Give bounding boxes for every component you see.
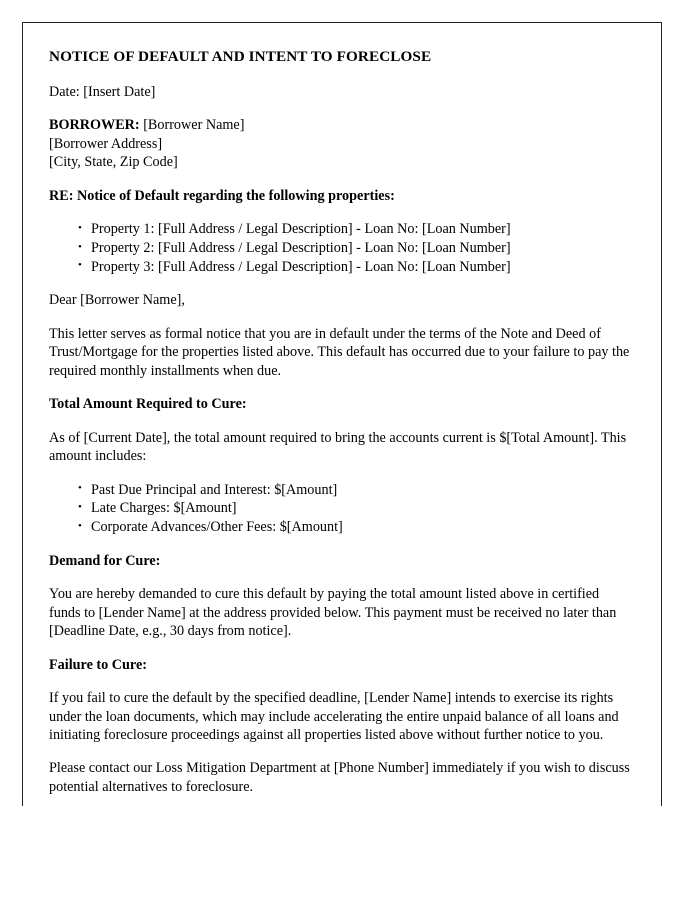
page-title: NOTICE OF DEFAULT AND INTENT TO FORECLOSE <box>49 48 432 65</box>
amount-breakdown-list <box>49 481 631 537</box>
failure-heading: Failure to Cure: <box>49 656 147 673</box>
borrower-city-state-zip: [City, State, Zip Code] <box>49 154 178 171</box>
borrower-name-line <box>49 116 631 134</box>
property-list <box>49 220 631 276</box>
list-item: • Property 2: [Full Address / Legal Description] - Loan No: [Loan Number] <box>91 239 631 258</box>
date-line: Date: [Insert Date] <box>49 84 156 100</box>
salutation: Dear [Borrower Name], <box>49 292 185 309</box>
document-page <box>22 22 662 806</box>
borrower-address: [Borrower Address] <box>49 135 163 152</box>
list-item: • Corporate Advances/Other Fees: $[Amount] <box>91 518 631 537</box>
list-item: • Past Due Principal and Interest: $[Amount] <box>91 481 631 500</box>
list-item: • Property 1: [Full Address / Legal Description] - Loan No: [Loan Number] <box>91 220 631 239</box>
total-amount-heading: Total Amount Required to Cure: <box>49 396 247 413</box>
list-item: • Late Charges: $[Amount] <box>91 499 631 518</box>
failure-paragraph: If you fail to cure the default by the specified deadline, [Lender Name] intends to exercise its rights under the loan documents, which may include accelerating the entire unpaid balance of all loans and initiating foreclosure proceedings against all properties listed above without further notice to you. <box>49 690 619 744</box>
intro-paragraph: This letter serves as formal notice that you are in default under the terms of the Note and Deed of Trust/Mortgage for the properties listed above. This default has occurred due to your failure to pay the required monthly installments when due. <box>49 325 630 379</box>
demand-paragraph: You are hereby demanded to cure this default by paying the total amount listed above in certified funds to [Lender Name] at the address provided below. This payment must be received no later than [Deadline Date, e.g., 30 days from notice]. <box>49 586 617 640</box>
document-content <box>23 23 662 796</box>
list-item: • Property 3: [Full Address / Legal Description] - Loan No: [Loan Number] <box>91 258 631 277</box>
borrower-name: [Borrower Name] <box>143 117 245 134</box>
contact-paragraph: Please contact our Loss Mitigation Department at [Phone Number] immediately if you wish to discuss potential alternatives to foreclosure. <box>49 760 630 795</box>
borrower-block <box>49 116 631 171</box>
demand-heading: Demand for Cure: <box>49 552 161 569</box>
total-amount-paragraph: As of [Current Date], the total amount required to bring the accounts current is $[Total Amount]. This amount includes: <box>49 429 627 465</box>
borrower-label: BORROWER: <box>49 117 140 134</box>
re-heading: RE: Notice of Default regarding the following properties: <box>49 187 395 204</box>
